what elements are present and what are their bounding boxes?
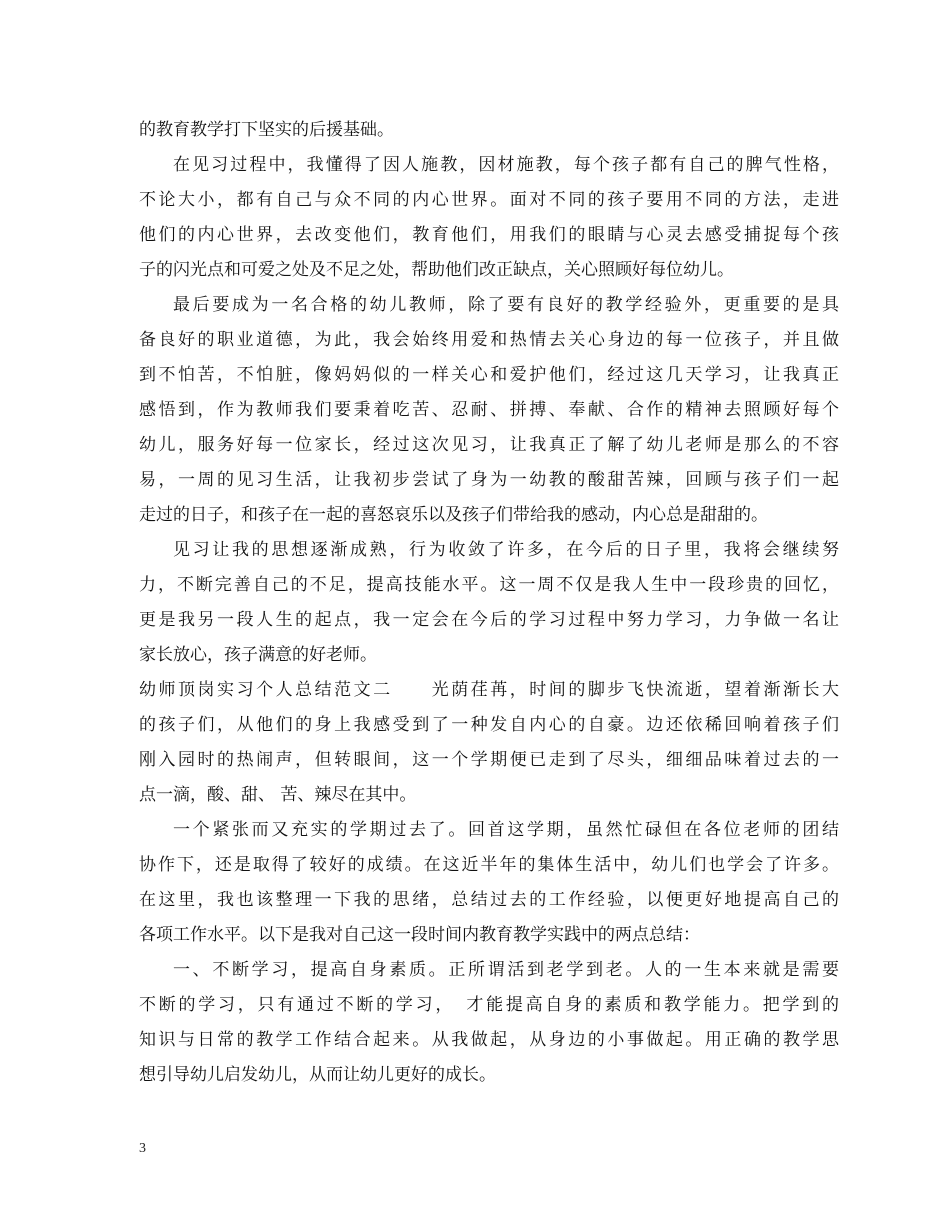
- text-line: 见习让我的思想逐渐成熟，行为收敛了许多，在今后的日子里，我将会继续努: [173, 540, 839, 560]
- text-line: 不断的学习，只有通过不断的学习， 才能提高自身的素质和教学能力。把学到的: [139, 995, 839, 1015]
- text-line: 易，一周的见习生活，让我初步尝试了身为一幼教的酸甜苦辣，回顾与孩子们一起: [139, 470, 839, 490]
- text-line: 家长放心，孩子满意的好老师。: [139, 645, 377, 665]
- text-line: 备良好的职业道德，为此，我会始终用爱和热情去关心身边的每一位孩子，并且做: [139, 330, 839, 350]
- text-line: 更是我另一段人生的起点，我一定会在今后的学习过程中努力学习，力争做一名让: [139, 610, 839, 630]
- text-line: 走过的日子，和孩子在一起的喜怒哀乐以及孩子们带给我的感动，内心总是甜甜的。: [139, 505, 768, 525]
- page-number: 3: [139, 1141, 146, 1156]
- text-line: 知识与日常的教学工作结合起来。从我做起，从身边的小事做起。用正确的教学思: [139, 1030, 839, 1050]
- text-line: 在见习过程中，我懂得了因人施教，因材施教，每个孩子都有自己的脾气性格，: [173, 155, 839, 175]
- text-line: 刚入园时的热闹声，但转眼间，这一个学期便已走到了尽头，细细品味着过去的一: [139, 750, 839, 770]
- text-line: 在这里，我也该整理一下我的思绪，总结过去的工作经验，以便更好地提高自己的: [139, 890, 839, 910]
- text-line: 各项工作水平。以下是我对自己这一段时间内教育教学实践中的两点总结：: [139, 925, 700, 945]
- text-line: 点一滴，酸、甜、 苦、辣尽在其中。: [139, 785, 417, 805]
- text-line: 一、不断学习，提高自身素质。正所谓活到老学到老。人的一生本来就是需要: [173, 960, 839, 980]
- text-line: 他们的内心世界，去改变他们，教育他们，用我们的眼睛与心灵去感受捕捉每个孩: [139, 225, 839, 245]
- text-line: 幼儿，服务好每一位家长，经过这次见习，让我真正了解了幼儿老师是那么的不容: [139, 435, 839, 455]
- text-line: 的孩子们，从他们的身上我感受到了一种发自内心的自豪。边还依稀回响着孩子们: [139, 715, 839, 735]
- text-line: 不论大小，都有自己与众不同的内心世界。面对不同的孩子要用不同的方法，走进: [139, 190, 839, 210]
- text-line: 一个紧张而又充实的学期过去了。回首这学期，虽然忙碌但在各位老师的团结: [173, 820, 839, 840]
- text-line: 力，不断完善自己的不足，提高技能水平。这一周不仅是我人生中一段珍贵的回忆，: [139, 575, 839, 595]
- text-line: 协作下，还是取得了较好的成绩。在这近半年的集体生活中，幼儿们也学会了许多。: [139, 855, 839, 875]
- text-line: 的教育教学打下坚实的后援基础。: [139, 120, 394, 140]
- text-line: 最后要成为一名合格的幼儿教师，除了要有良好的教学经验外，更重要的是具: [173, 295, 839, 315]
- document-body: [139, 113, 839, 1093]
- text-line: 想引导幼儿启发幼儿，从而让幼儿更好的成长。: [139, 1065, 496, 1085]
- section-heading-line: 幼师顶岗实习个人总结范文二 光荫荏苒，时间的脚步飞快流逝，望着渐渐长大: [139, 680, 839, 700]
- text-line: 感悟到，作为教师我们要秉着吃苦、忍耐、拼搏、奉献、合作的精神去照顾好每个: [139, 400, 839, 420]
- text-line: 到不怕苦，不怕脏，像妈妈似的一样关心和爱护他们，经过这几天学习，让我真正: [139, 365, 839, 385]
- text-line: 子的闪光点和可爱之处及不足之处，帮助他们改正缺点，关心照顾好每位幼儿。: [139, 260, 734, 280]
